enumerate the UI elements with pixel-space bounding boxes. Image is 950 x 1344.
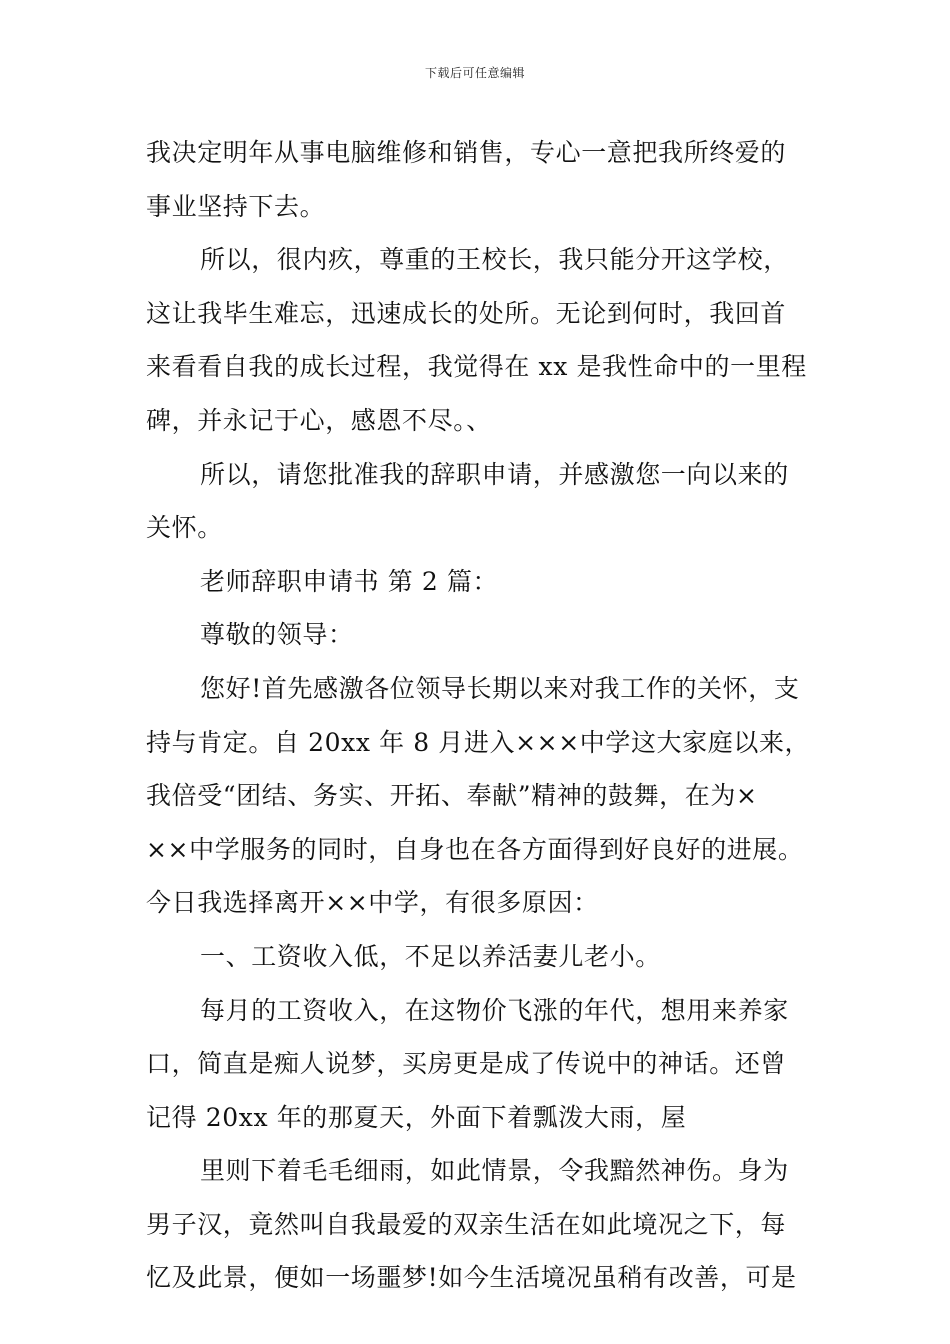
document-body xyxy=(146,126,818,1305)
text-line: 这让我毕生难忘，迅速成长的处所。无论到何时，我回首 xyxy=(146,298,787,328)
text-line: 我决定明年从事电脑维修和销售，专心一意把我所终爱的 xyxy=(146,138,787,167)
text-line: 里则下着毛毛细雨，如此情景，令我黯然神伤。身为 xyxy=(200,1156,789,1186)
text-line: 一、工资收入低，不足以养活妻儿老小。 xyxy=(200,941,661,971)
text-line: 所以，很内疚，尊重的王校长，我只能分开这学校， xyxy=(200,245,789,275)
section-title: 老师辞职申请书 第 2 篇： xyxy=(200,566,499,596)
text-line: 持与肯定。自 20xx 年 8 月进入×××中学这大家庭以来， xyxy=(146,727,811,757)
text-line: 记得 20xx 年的那夏天，外面下着瓢泼大雨，屋 xyxy=(146,1102,687,1132)
text-line: 忆及此景，便如一场噩梦!如今生活境况虽稍有改善，可是 xyxy=(146,1263,797,1293)
text-line: 来看看自我的成长过程，我觉得在 xx 是我性命中的一里程 xyxy=(146,352,807,382)
text-line: 碑，并永记于心，感恩不尽。、 xyxy=(146,405,492,435)
text-line: 口，简直是痴人说梦，买房更是成了传说中的神话。还曾 xyxy=(146,1049,787,1079)
text-line: 今日我选择离开××中学，有很多原因： xyxy=(146,888,599,918)
text-line: 所以，请您批准我的辞职申请，并感激您一向以来的 xyxy=(200,459,789,489)
salutation: 尊敬的领导： xyxy=(200,620,354,650)
page-header: 下载后可任意编辑 xyxy=(424,66,525,80)
text-line: 每月的工资收入，在这物价飞涨的年代，想用来养家 xyxy=(200,995,789,1025)
text-line: ××中学服务的同时，自身也在各方面得到好良好的进展。 xyxy=(146,834,804,864)
text-line: 事业坚持下去。 xyxy=(146,191,326,221)
text-line: 您好!首先感激各位领导长期以来对我工作的关怀，支 xyxy=(200,673,800,703)
text-line: 男子汉，竟然叫自我最爱的双亲生活在如此境况之下，每 xyxy=(146,1209,787,1239)
text-line: 关怀。 xyxy=(146,513,223,543)
text-line: 我倍受“团结、务实、开拓、奉献”精神的鼓舞，在为× xyxy=(146,781,758,811)
